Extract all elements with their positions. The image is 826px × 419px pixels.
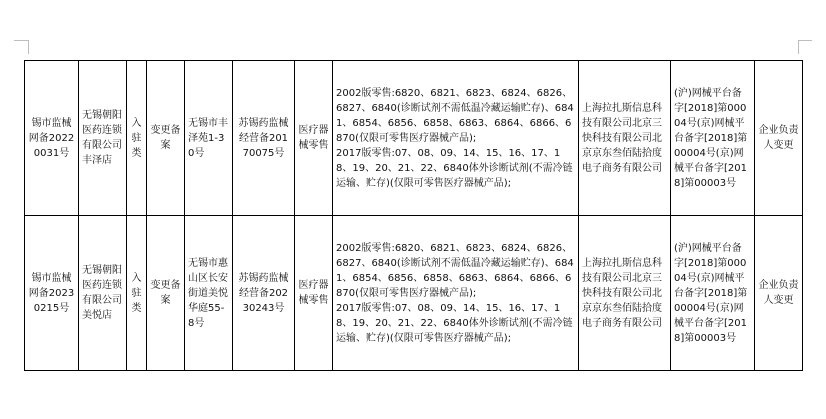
- scope-2002: 2002版零售:6820、6821、6823、6824、6826、6827、6840(诊断试剂不需低温冷藏运输贮存)、6841、6854、6856、6858、6863、6864、6866、6870(仅限可零售医疗器械产品);: [336, 87, 574, 144]
- company-address[interactable]: 无锡市惠山区长安街道美悦华庭55-8号: [185, 216, 233, 371]
- record-number[interactable]: 锡市监械网备20230215号: [25, 216, 79, 371]
- scope-2002: 2002版零售:6820、6821、6823、6824、6826、6827、6840(诊断试剂不需低温冷藏运输贮存)、6841、6854、6856、6858、6863、6864、6866、6870(仅限可零售医疗器械产品);: [336, 242, 574, 299]
- business-scope[interactable]: [333, 216, 579, 371]
- page-corner-mark-right: [798, 40, 812, 41]
- filing-type[interactable]: 变更备案: [147, 61, 185, 216]
- action-type[interactable]: 入驻类: [127, 61, 147, 216]
- business-scope[interactable]: [333, 61, 579, 216]
- business-category[interactable]: 医疗器械零售: [295, 216, 333, 371]
- platform-companies[interactable]: 上海拉扎斯信息科技有限公司北京三快科技有限公司北京京东叁佰陆拾度电子商务有限公司: [579, 61, 671, 216]
- filing-table: [24, 60, 803, 371]
- table-row: [25, 216, 803, 371]
- filing-type[interactable]: 变更备案: [147, 216, 185, 371]
- company-name[interactable]: 无锡朝阳医药连锁有限公司美悦店: [79, 216, 127, 371]
- table-row: [25, 61, 803, 216]
- platform-filing-numbers[interactable]: (沪)网械平台备字[2018]第00004号(京)网械平台备字[2018]第00004号(京)网械平台备字[2018]第00003号: [671, 216, 755, 371]
- permit-number[interactable]: 苏锡药监械经营备20230243号: [233, 216, 295, 371]
- permit-number[interactable]: 苏锡药监械经营备20170075号: [233, 61, 295, 216]
- business-category[interactable]: 医疗器械零售: [295, 61, 333, 216]
- company-address[interactable]: 无锡市丰泽苑1-30号: [185, 61, 233, 216]
- platform-companies[interactable]: 上海拉扎斯信息科技有限公司北京三快科技有限公司北京京东叁佰陆拾度电子商务有限公司: [579, 216, 671, 371]
- scope-2017: 2017版零售:07、08、09、14、15、16、17、18、19、20、21、22、6840体外诊断试剂(不需冷链运输、贮存)(仅限可零售医疗器械产品);: [336, 147, 573, 189]
- action-type[interactable]: 入驻类: [127, 216, 147, 371]
- page-corner-mark-left: [14, 40, 28, 41]
- record-number[interactable]: 锡市监械网备20220031号: [25, 61, 79, 216]
- change-item[interactable]: 企业负责人变更: [755, 216, 803, 371]
- company-name[interactable]: 无锡朝阳医药连锁有限公司丰泽店: [79, 61, 127, 216]
- scope-2017: 2017版零售:07、08、09、14、15、16、17、18、19、20、21、22、6840体外诊断试剂(不需冷链运输、贮存)(仅限可零售医疗器械产品);: [336, 302, 573, 344]
- page-corner-mark-left-v: [28, 40, 29, 54]
- change-item[interactable]: 企业负责人变更: [755, 61, 803, 216]
- page-corner-mark-right-v: [798, 40, 799, 54]
- platform-filing-numbers[interactable]: (沪)网械平台备字[2018]第00004号(京)网械平台备字[2018]第00004号(京)网械平台备字[2018]第00003号: [671, 61, 755, 216]
